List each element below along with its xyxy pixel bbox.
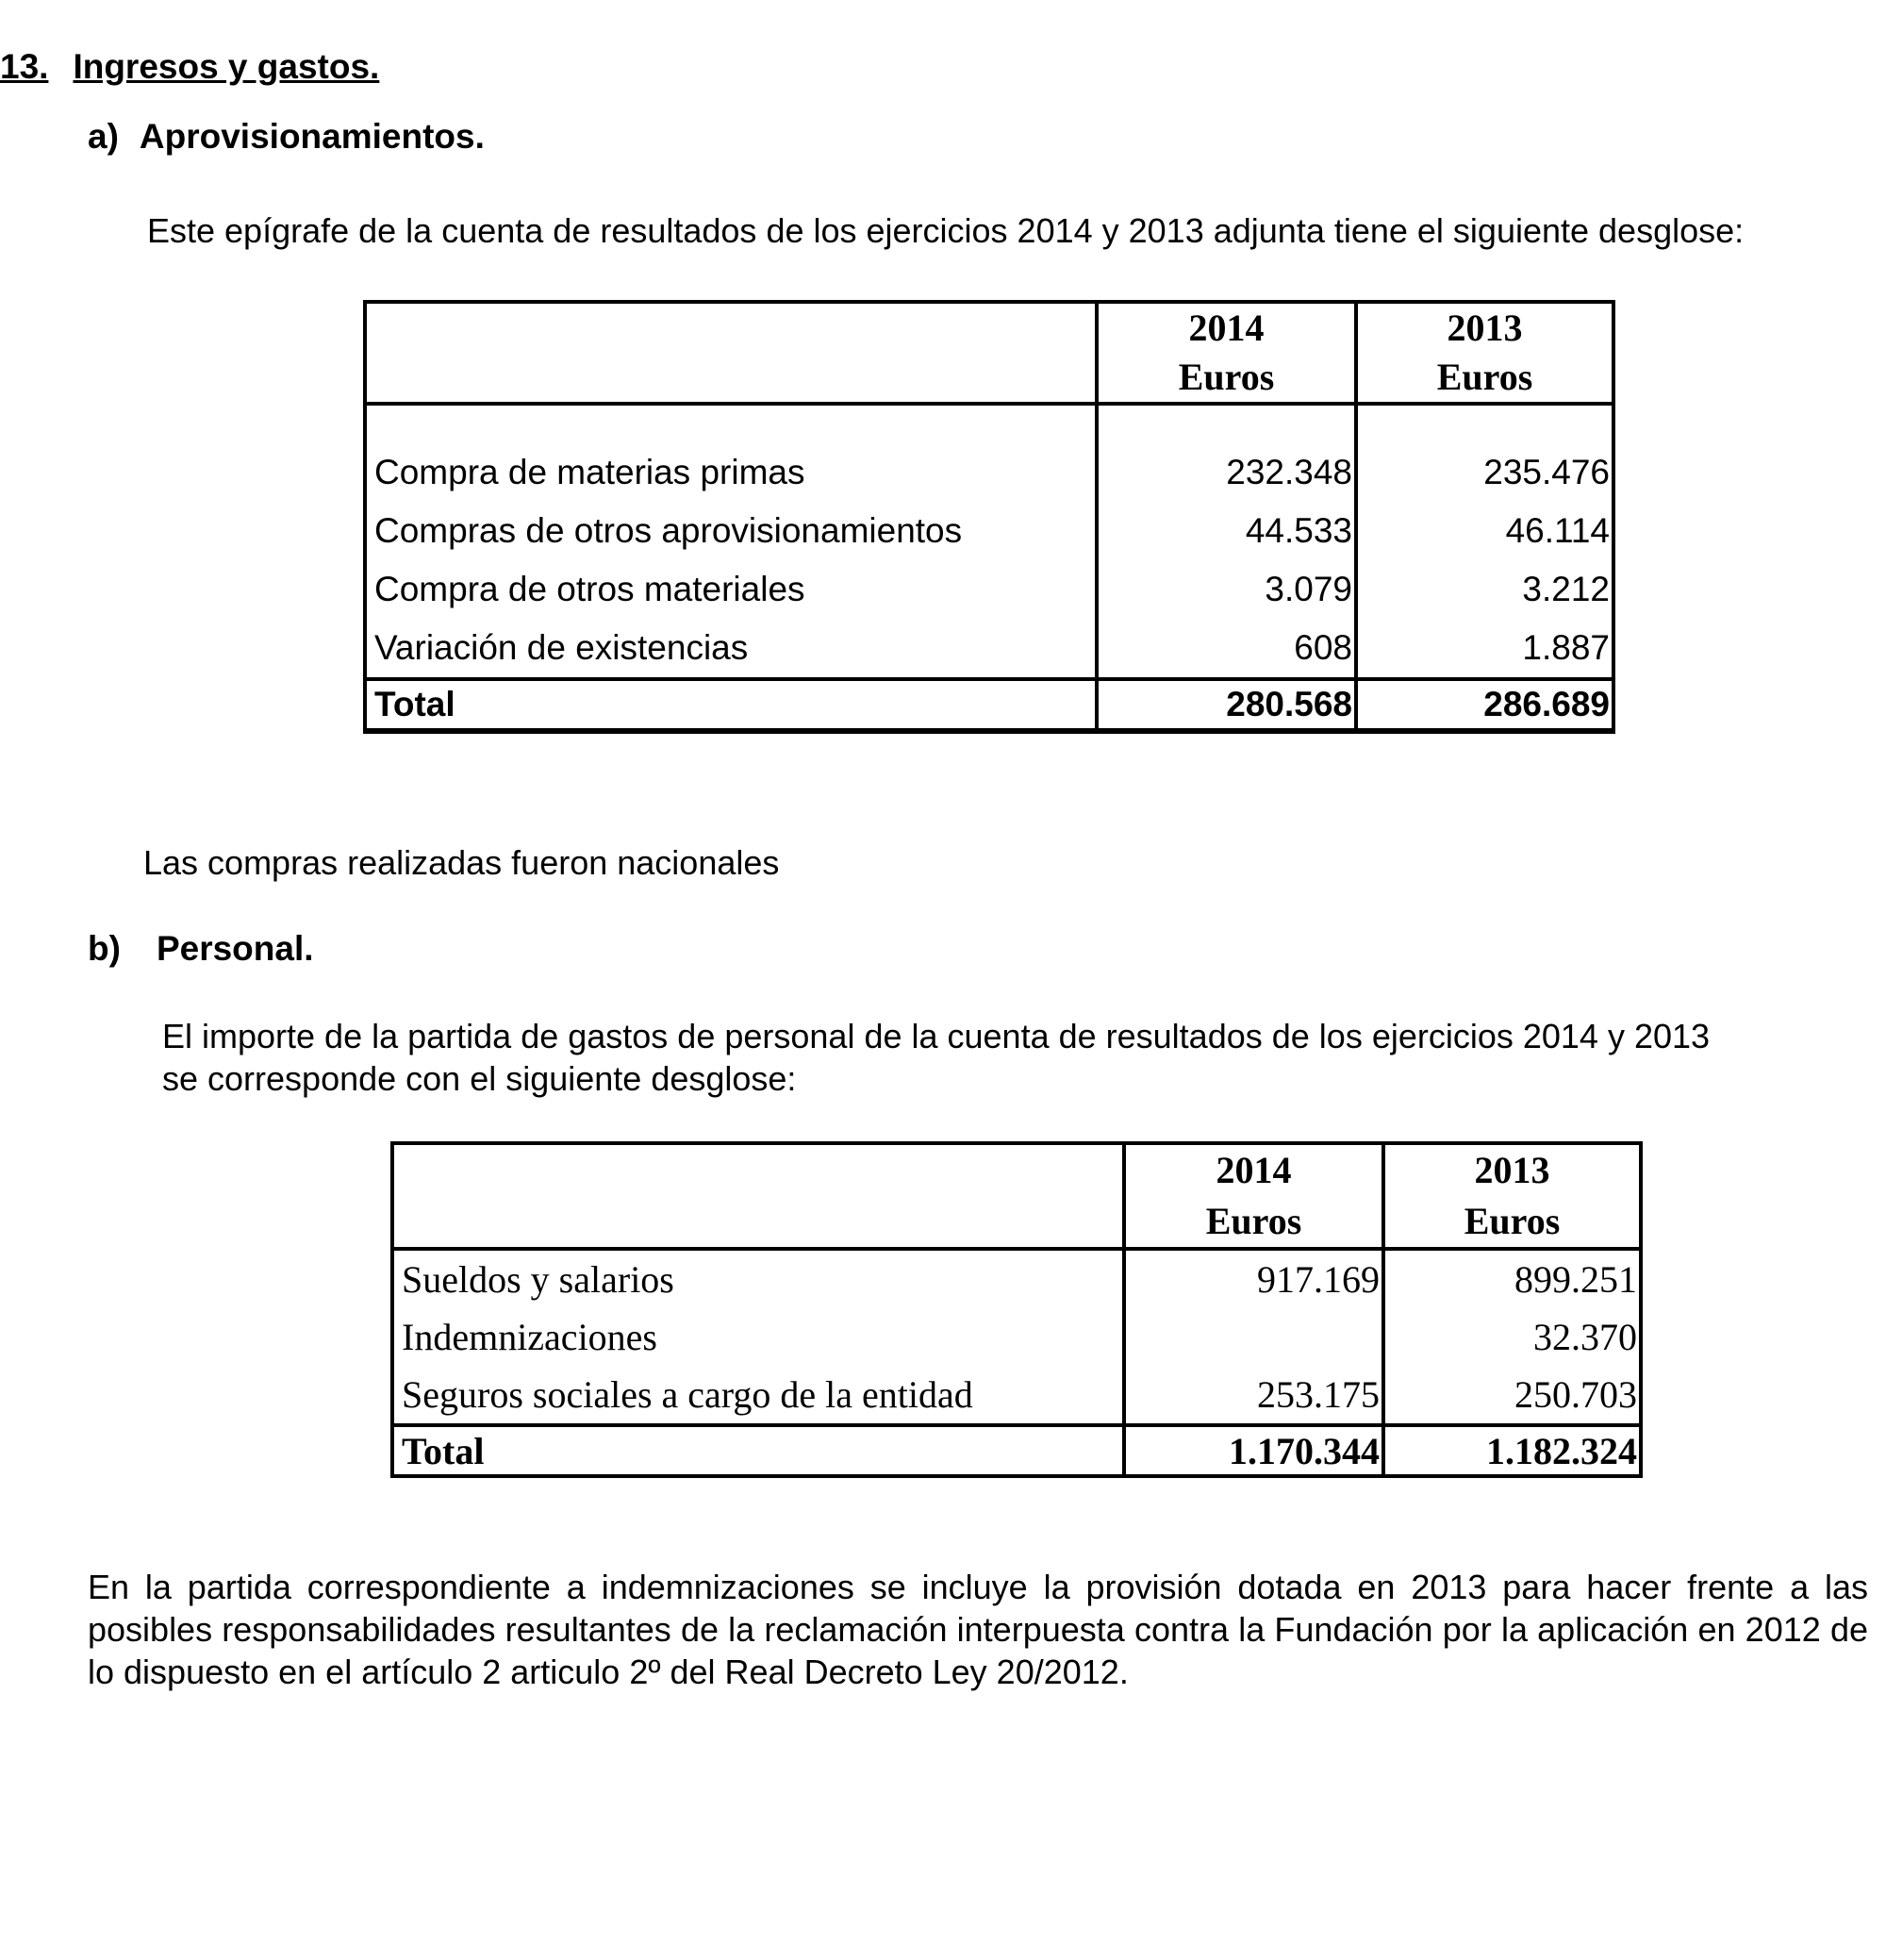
- header-label-cell: [365, 302, 1097, 404]
- total-2014: 280.568: [1097, 679, 1356, 731]
- total-2014: 1.170.344: [1124, 1425, 1383, 1476]
- total-label: Total: [392, 1425, 1124, 1476]
- header-2013: 2013 Euros: [1356, 302, 1613, 404]
- section-number: 13.: [0, 47, 49, 86]
- supplies-table: [363, 300, 1615, 734]
- table-row: [365, 560, 1613, 619]
- table-row: [365, 502, 1613, 560]
- section-title: Ingresos y gastos.: [73, 47, 380, 86]
- subsection-b-title: Personal.: [156, 929, 314, 968]
- value-2013: 46.114: [1356, 502, 1613, 560]
- row-label: Sueldos y salarios: [392, 1249, 1124, 1308]
- table-total-row: [392, 1425, 1641, 1476]
- table-header-row: [392, 1143, 1641, 1249]
- subsection-a-heading: [88, 117, 485, 157]
- total-2013: 286.689: [1356, 679, 1613, 731]
- value-2014: [1124, 1308, 1383, 1366]
- row-label: Indemnizaciones: [392, 1308, 1124, 1366]
- value-2013: 3.212: [1356, 560, 1613, 619]
- subsection-b-marker: b): [88, 929, 121, 968]
- table-row: [365, 443, 1613, 502]
- closing-paragraph: En la partida correspondiente a indemnizaciones se incluye la provisión dotada en 2013 para hacer frente a las posibles responsabilidades resultantes de la reclamación interpuesta contra la Fundación por la aplicación en 2012 de lo dispuesto en el artículo 2 articulo 2º del Real Decreto Ley 20/2012.: [88, 1568, 1868, 1691]
- subsection-a-marker: a): [88, 117, 119, 156]
- subsection-b-heading: [88, 929, 314, 969]
- header-2014: 2014 Euros: [1097, 302, 1356, 404]
- value-2013: 250.703: [1383, 1366, 1641, 1425]
- table-row: [392, 1308, 1641, 1366]
- row-label: Compras de otros aprovisionamientos: [365, 502, 1097, 560]
- section-heading: [0, 47, 379, 87]
- value-2014: 3.079: [1097, 560, 1356, 619]
- total-2013: 1.182.324: [1383, 1425, 1641, 1476]
- purchases-note: Las compras realizadas fueron nacionales: [143, 843, 780, 882]
- value-2014: 232.348: [1097, 443, 1356, 502]
- table-row: [365, 619, 1613, 679]
- value-2014: 917.169: [1124, 1249, 1383, 1308]
- subsection-a-intro: Este epígrafe de la cuenta de resultados de los ejercicios 2014 y 2013 adjunta tiene el siguiente desglose:: [147, 211, 1745, 250]
- subsection-a-title: Aprovisionamientos.: [139, 117, 485, 156]
- subsection-b-intro: El importe de la partida de gastos de personal de la cuenta de resultados de los ejercicios 2014 y 2013 se corresponde con el siguiente desglose:: [162, 1017, 1711, 1098]
- value-2014: 44.533: [1097, 502, 1356, 560]
- header-label-cell: [392, 1143, 1124, 1249]
- value-2013: 32.370: [1383, 1308, 1641, 1366]
- table-row: [392, 1249, 1641, 1308]
- total-label: Total: [365, 679, 1097, 731]
- value-2014: 253.175: [1124, 1366, 1383, 1425]
- personnel-table: [390, 1141, 1643, 1478]
- row-label: Seguros sociales a cargo de la entidad: [392, 1366, 1124, 1425]
- table-row: [392, 1366, 1641, 1425]
- row-label: Compra de materias primas: [365, 443, 1097, 502]
- value-2013: 235.476: [1356, 443, 1613, 502]
- header-2013: 2013 Euros: [1383, 1143, 1641, 1249]
- row-label: Compra de otros materiales: [365, 560, 1097, 619]
- value-2013: 899.251: [1383, 1249, 1641, 1308]
- value-2014: 608: [1097, 619, 1356, 679]
- table-header-row: [365, 302, 1613, 404]
- value-2013: 1.887: [1356, 619, 1613, 679]
- table-total-row: [365, 679, 1613, 731]
- header-2014: 2014 Euros: [1124, 1143, 1383, 1249]
- row-label: Variación de existencias: [365, 619, 1097, 679]
